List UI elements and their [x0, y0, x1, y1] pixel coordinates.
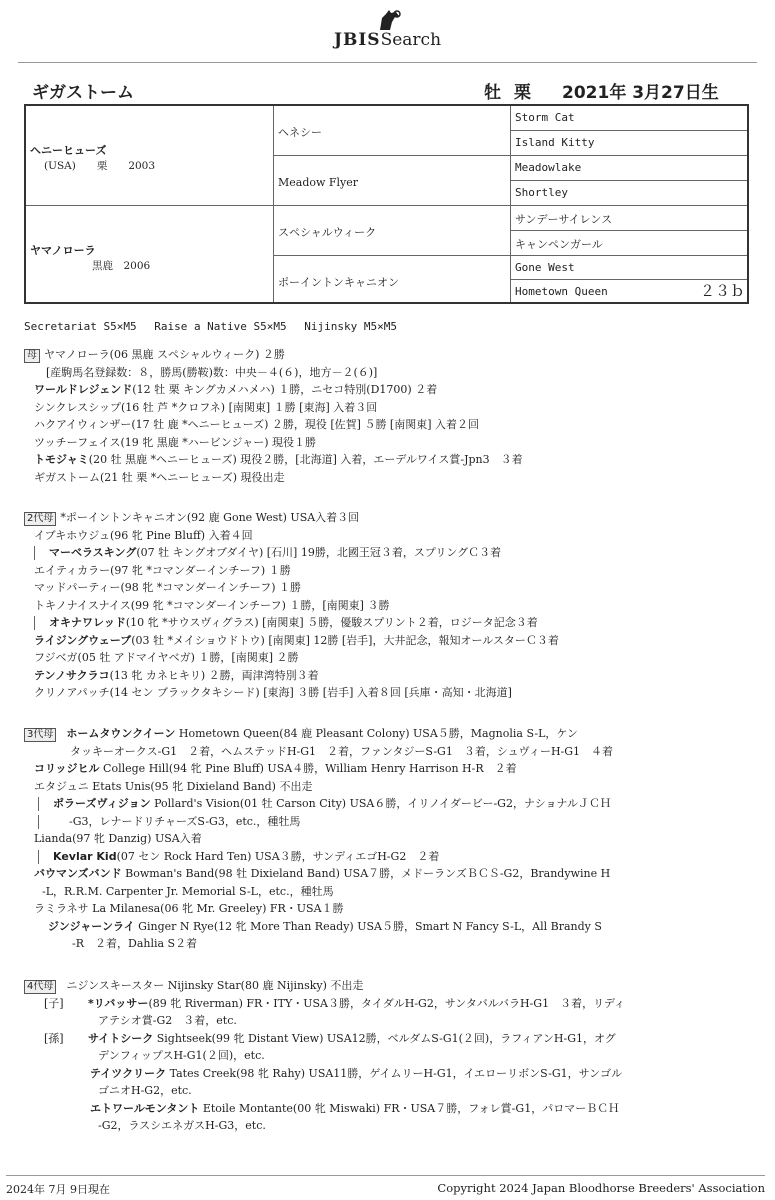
footer-date: 2024年 7月 9日現在 [6, 1183, 110, 1196]
horse-record-text: (89 牝 Riverman) FR・ITY・USA３勝，タイダルH-G2，サンタバルバラH-G1 ３着，リディ [148, 996, 625, 1010]
dd-name[interactable]: ポーイントンキャニオン [278, 276, 399, 289]
horse-record-text: ゴニオH-G2，etc. [98, 1084, 192, 1097]
family-line [24, 900, 754, 918]
family-line [24, 725, 754, 743]
family-line [24, 848, 754, 866]
horse-record-text: クリノアパッチ(14 セン ブラックタキシード) [東海] ３勝 [岩手] 入着８回 [兵庫・高知・北海道] [34, 686, 512, 699]
horse-record-text: タッキーオークス-G1 ２着，ヘムステッドH-G1 ２着，ファンタジーS-G1 ３着，シュヴィーH-G1 ４着 [70, 744, 614, 758]
horse-record-text: (07 牡 キングオブダイヤ) [石川] 19勝，北國王冠３着，スプリングＣ３着 [136, 546, 502, 559]
sdd-name[interactable]: Shortley [515, 186, 568, 199]
horse-record-text: ヤマノローラ(06 黒鹿 スペシャルウィーク) ２勝 [44, 348, 285, 361]
family-line [24, 865, 754, 883]
family-line [24, 364, 754, 382]
horse-record-text: トキノナイスナイス(99 牝 *コマンダーインチーフ) １勝，[南関東] ３勝 [34, 598, 390, 612]
family-line [24, 614, 754, 632]
family-line [24, 451, 754, 469]
family-line [24, 527, 754, 545]
dam-meta: 黒鹿 2006 [92, 260, 151, 272]
ds-name[interactable]: スペシャルウィーク [278, 226, 377, 239]
family-line [24, 416, 754, 434]
horse-record-text: アテシオ賞-G2 ３着，etc. [98, 1014, 237, 1027]
horse-record-text: (20 牡 黒鹿 *ヘニーヒューズ) 現役２勝，[北海道] 入着，エーデルワイス賞-Jpn3 ３着 [88, 453, 523, 466]
lineage-bar [38, 797, 39, 811]
sire-meta: (USA) 栗 2003 [44, 160, 156, 172]
notable-horse-name[interactable]: テイツクリーク [90, 1066, 167, 1080]
horse-record-text: Ginger N Rye(12 牝 More Than Ready) USA５勝，Smart N Fancy S-L，All Brandy S [134, 919, 602, 933]
fourth-dam-section [24, 977, 754, 1135]
dam-section [24, 346, 754, 486]
lineage-bar [34, 546, 35, 560]
family-line [24, 935, 754, 953]
horse-record-text: ハクアイウィンザー(17 牡 鹿 *ヘニーヒューズ) ２勝，現役 [佐賀] ５勝 [南関東] 入着２回 [34, 418, 480, 431]
pedigree-dds-cell [511, 256, 747, 280]
horse-record-text: エイティカラー(97 牝 *コマンダーインチーフ) １勝 [34, 563, 291, 577]
horse-record-text: Bowman's Band(98 牡 Dixieland Band) USA７勝，メドーランズＢＣＳ-G2，Brandywine H [121, 867, 611, 880]
horse-record-text: エタジュニ Etats Unis(95 牝 Dixieland Band) 不出走 [34, 779, 313, 793]
family-line [24, 995, 754, 1013]
sd-name[interactable]: Meadow Flyer [278, 176, 359, 189]
horse-record-text: フジベガ(05 牡 アドマイヤベガ) １勝，[南関東] ２勝 [34, 651, 299, 664]
family-line [24, 562, 754, 580]
horse-record-text: ニジンスキースター Nijinsky Star(80 鹿 Nijinsky) 不出走 [66, 979, 364, 992]
lineage-bar [34, 616, 35, 630]
horse-record-text: College Hill(94 牝 Pine Bluff) USA４勝，William Henry Harrison H-R ２着 [99, 762, 517, 775]
family-line [24, 544, 754, 562]
horse-record-text: Sightseek(99 牝 Distant View) USA12勝，ベルダムS-G1(２回)，ラフィアンH-G1，オグ [153, 1031, 616, 1045]
pedigree-ddd-cell [511, 280, 747, 302]
generation-tag: 4代母 [24, 980, 56, 994]
pedigree-ds-cell [274, 206, 511, 256]
horse-record-text: デンフィップスH-G1(２回)，etc. [98, 1049, 265, 1062]
family-line [24, 795, 754, 813]
family-line [24, 1100, 754, 1118]
generation-tag: 3代母 [24, 728, 56, 742]
third-dam-section [24, 725, 754, 953]
family-line [24, 509, 754, 527]
horse-record-text: -G3，レナードリチャーズS-G3，etc.，種牡馬 [69, 814, 301, 828]
notable-horse-name[interactable]: トモジャミ [34, 453, 89, 466]
family-line [24, 778, 754, 796]
horse-record-text: ギガストーム(21 牡 栗 *ヘニーヒューズ) 現役出走 [34, 470, 285, 484]
horse-icon [376, 8, 402, 32]
family-line [24, 649, 754, 667]
horse-record-text: (10 牝 *サウスヴィグラス) [南関東] ５勝，優駿スプリント２着，ロジータ記念３着 [125, 616, 538, 629]
family-line [24, 918, 754, 936]
sds-name[interactable]: Meadowlake [515, 161, 582, 174]
horse-record-text: (03 牡 *メイショウドトウ) [南関東] 12勝 [岩手]，大井記念，報知オールスターＣ３着 [131, 633, 559, 647]
notable-horse-name[interactable]: オキナワレッド [49, 616, 126, 629]
pedigree-table [24, 104, 749, 304]
dds-name[interactable]: Gone West [515, 261, 575, 274]
notable-horse-name[interactable]: ジンジャーンライ [48, 919, 135, 933]
top-divider [18, 62, 757, 63]
family-line [24, 743, 754, 761]
pedigree-sdd-cell [511, 181, 747, 206]
horse-record-text: シンクレスシップ(16 牡 芦 *クロフネ) [南関東] １勝 [東海] 入着３回 [34, 400, 378, 414]
horse-record-text: (07 セン Rock Hard Ten) USA３勝，サンディエゴH-G2 ２着 [116, 849, 440, 863]
horse-record-text: Hometown Queen(84 鹿 Pleasant Colony) USA５勝，Magnolia S-L，ケン [175, 727, 578, 740]
pedigree-sire-cell [26, 106, 274, 206]
bottom-divider [6, 1175, 765, 1176]
generation-tag: 2代母 [24, 512, 56, 526]
sire-name[interactable]: ヘニーヒューズ [30, 144, 107, 157]
horse-birthdate: 2021年 3月27日生 [562, 83, 719, 103]
family-line [24, 1012, 754, 1030]
notable-horse-name[interactable]: サイトシーク [88, 1031, 154, 1045]
notable-horse-name[interactable]: *リバッサー [88, 996, 149, 1010]
relation-label: [孫] [44, 1031, 64, 1045]
notable-horse-name[interactable]: マーベラスキング [49, 546, 137, 559]
dsd-name[interactable]: キャンペンガール [515, 238, 603, 251]
pedigree-dss-cell [511, 206, 747, 231]
horse-record-text: -G2，ラスシエネガスH-G3，etc. [98, 1119, 266, 1132]
notable-horse-name[interactable]: バウマンズバンド [34, 867, 122, 880]
ss-name[interactable]: ヘネシー [278, 126, 322, 139]
family-line [24, 399, 754, 417]
lineage-bar [38, 850, 39, 864]
pedigree-sss-cell [511, 106, 747, 131]
sss-name[interactable]: Storm Cat [515, 111, 575, 124]
pedigree-ss-cell [274, 106, 511, 156]
family-line [24, 1065, 754, 1083]
family-line [24, 684, 754, 702]
horse-record-text: マッドパーティー(98 牝 *コマンダーインチーフ) １勝 [34, 581, 302, 594]
horse-record-text: [産駒馬名登録数：８，勝馬(勝鞍)数：中央－４(６)，地方－２(６)] [46, 365, 378, 379]
horse-record-text: ラミラネサ La Milanesa(06 牝 Mr. Greeley) FR・USA１勝 [34, 902, 344, 915]
logo-text: JBISSearch [333, 30, 442, 50]
second-dam-section [24, 509, 754, 702]
ddd-name[interactable]: Hometown Queen [515, 285, 608, 298]
relation-label: [子] [44, 996, 64, 1010]
jbis-logo[interactable] [0, 8, 775, 50]
notable-horse-name[interactable]: テンノサクラコ [34, 668, 110, 682]
footer-copyright: Copyright 2024 Japan Bloodhorse Breeders' Association [437, 1181, 765, 1195]
family-line [24, 434, 754, 452]
horse-record-text: Lianda(97 牝 Danzig) USA入着 [34, 832, 202, 845]
family-line [24, 346, 754, 364]
notable-horse-name[interactable]: エトワールモンタント [90, 1101, 200, 1115]
horse-record-text: -R ２着，Dahlia S２着 [72, 937, 198, 950]
pedigree-dsd-cell [511, 231, 747, 256]
horse-record-text: (13 牝 カネヒキリ) ２勝，両津湾特別３着 [109, 668, 319, 682]
horse-record-text: ツッチーフェイス(19 牝 黒鹿 *ハービンジャー) 現役１勝 [34, 435, 317, 449]
family-line [24, 667, 754, 685]
family-line [24, 381, 754, 399]
family-line [24, 632, 754, 650]
notable-horse-name[interactable]: コリッジヒル [34, 762, 100, 775]
horse-record-text: Tates Creek(98 牝 Rahy) USA11勝，ゲイムリーH-G1，イエローリボンS-G1，サンゴル [166, 1066, 623, 1080]
inbreeding-line: Secretariat S5×M5 Raise a Native S5×M5 Nijinsky M5×M5 [24, 320, 397, 333]
pedigree-sd-cell [274, 156, 511, 206]
horse-color: 栗 [514, 83, 531, 103]
family-line [24, 1117, 754, 1135]
horse-record-text: *ポーイントンキャニオン(92 鹿 Gone West) USA入着３回 [60, 511, 360, 524]
horse-name: ギガストーム [32, 83, 134, 103]
notable-horse-name[interactable]: ライジングウェーブ [34, 633, 132, 647]
family-line [24, 1082, 754, 1100]
family-line [24, 579, 754, 597]
notable-horse-name[interactable]: ホームタウンクイーン [66, 727, 176, 740]
dss-name[interactable]: サンデーサイレンス [515, 213, 613, 226]
horse-sex: 牡 [484, 83, 501, 103]
horse-record-text: Etoile Montante(00 牝 Miswaki) FR・USA７勝，フォレ賞-G1，パロマーＢＣＨ [199, 1101, 620, 1115]
notable-horse-name[interactable]: ポラーズヴィジョン [53, 797, 151, 810]
horse-record-text: (12 牡 栗 キングカメハメハ) １勝，ニセコ特別(D1700) ２着 [132, 383, 438, 396]
horse-record-text: Pollard's Vision(01 牡 Carson City) USA６勝，イリノイダービー-G2，ナショナルＪＣＨ [150, 797, 611, 810]
dam-name[interactable]: ヤマノローラ [30, 244, 96, 257]
family-number: ２３ｂ [699, 282, 745, 300]
pedigree-sds-cell [511, 156, 747, 181]
ssd-name[interactable]: Island Kitty [515, 136, 595, 149]
notable-horse-name[interactable]: ワールドレジェンド [34, 383, 133, 396]
generation-tag: 母 [24, 349, 40, 363]
horse-record-text: -L，R.R.M. Carpenter Jr. Memorial S-L，etc.，種牡馬 [42, 884, 334, 898]
pedigree-dd-cell [274, 256, 511, 302]
lineage-bar [38, 815, 39, 829]
family-line [24, 830, 754, 848]
family-line [24, 883, 754, 901]
family-line [24, 597, 754, 615]
horse-record-text: イブキホウジュ(96 牝 Pine Bluff) 入着４回 [34, 528, 253, 542]
family-line [24, 813, 754, 831]
family-line [24, 977, 754, 995]
family-line [24, 469, 754, 487]
pedigree-dam-cell [26, 206, 274, 302]
family-line [24, 760, 754, 778]
family-line [24, 1047, 754, 1065]
notable-horse-name[interactable]: Kevlar Kid [53, 849, 117, 863]
pedigree-ssd-cell [511, 131, 747, 156]
family-line [24, 1030, 754, 1048]
